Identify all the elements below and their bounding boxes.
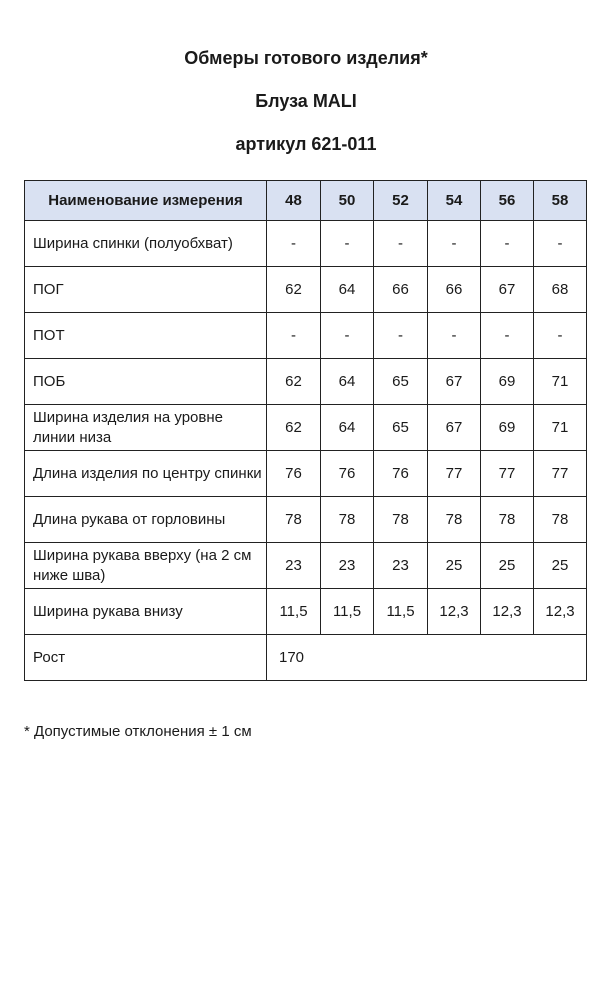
measurement-name: Ширина рукава внизу [25,589,267,635]
table-row [25,313,587,359]
measurement-name: Длина рукава от горловины [25,497,267,543]
measurement-value: - [534,221,587,267]
measurement-value: 76 [267,451,321,497]
measurement-value: 23 [267,543,321,589]
measurement-name: Ширина изделия на уровне линии низа [25,405,267,451]
measurement-value: 12,3 [481,589,534,635]
measurement-value: 78 [321,497,374,543]
table-row [25,359,587,405]
measurement-value: 65 [374,359,428,405]
measurement-value: 76 [374,451,428,497]
size-header: 58 [534,181,587,221]
table-row [25,267,587,313]
measurement-value: - [481,313,534,359]
measurement-name: Длина изделия по центру спинки [25,451,267,497]
height-row [25,635,587,681]
measurement-value: - [534,313,587,359]
measurement-value: 65 [374,405,428,451]
table-header-row [25,181,587,221]
measurement-value: 62 [267,359,321,405]
measurements-table [24,180,587,681]
measurement-value: 12,3 [534,589,587,635]
measurement-name: Ширина спинки (полуобхват) [25,221,267,267]
measurement-value: - [428,313,481,359]
measurement-value: 78 [428,497,481,543]
measurement-value: 71 [534,359,587,405]
measurement-value: 64 [321,405,374,451]
measurement-value: 11,5 [374,589,428,635]
measurement-value: 25 [481,543,534,589]
measurement-value: 25 [534,543,587,589]
size-header: 48 [267,181,321,221]
measurement-value: 11,5 [321,589,374,635]
measurement-value: 67 [428,405,481,451]
measurement-value: - [321,313,374,359]
table-row [25,405,587,451]
measurement-value: 67 [481,267,534,313]
size-header: 56 [481,181,534,221]
measurement-value: - [374,221,428,267]
measurement-value: 77 [428,451,481,497]
measurement-name: Ширина рукава вверху (на 2 см ниже шва) [25,543,267,589]
measurement-value: 23 [374,543,428,589]
measurement-name: ПОТ [25,313,267,359]
measurement-value: - [481,221,534,267]
measurement-value: 78 [374,497,428,543]
measurement-name: ПОБ [25,359,267,405]
measurement-value: 77 [534,451,587,497]
measurement-name: ПОГ [25,267,267,313]
size-header: 50 [321,181,374,221]
measurement-name-header: Наименование измерения [25,181,267,221]
measurement-value: 78 [534,497,587,543]
table-row [25,451,587,497]
document-title: Обмеры готового изделия* [184,48,428,68]
measurement-value: 23 [321,543,374,589]
height-label: Рост [25,635,267,681]
measurement-value: 77 [481,451,534,497]
height-value: 170 [267,635,587,681]
article-number: артикул 621-011 [235,134,377,154]
measurement-value: 78 [267,497,321,543]
measurement-value: - [321,221,374,267]
product-name: Блуза MALI [255,91,357,111]
measurement-value: 69 [481,359,534,405]
measurement-value: 64 [321,267,374,313]
table-row [25,589,587,635]
measurement-value: 66 [374,267,428,313]
table-row [25,497,587,543]
tolerance-footnote: * Допустимые отклонения ± 1 см [24,723,252,740]
measurement-value: 62 [267,267,321,313]
measurement-value: 78 [481,497,534,543]
table-row [25,221,587,267]
size-header: 54 [428,181,481,221]
measurement-value: - [428,221,481,267]
measurement-value: 68 [534,267,587,313]
table-body [25,221,587,681]
measurement-value: - [267,313,321,359]
measurement-value: - [374,313,428,359]
measurement-value: 71 [534,405,587,451]
measurement-value: 76 [321,451,374,497]
measurement-value: 12,3 [428,589,481,635]
measurement-value: - [267,221,321,267]
measurement-value: 11,5 [267,589,321,635]
measurement-value: 64 [321,359,374,405]
measurement-value: 25 [428,543,481,589]
measurement-value: 66 [428,267,481,313]
size-header: 52 [374,181,428,221]
measurement-value: 62 [267,405,321,451]
table-row [25,543,587,589]
measurement-value: 69 [481,405,534,451]
measurement-value: 67 [428,359,481,405]
